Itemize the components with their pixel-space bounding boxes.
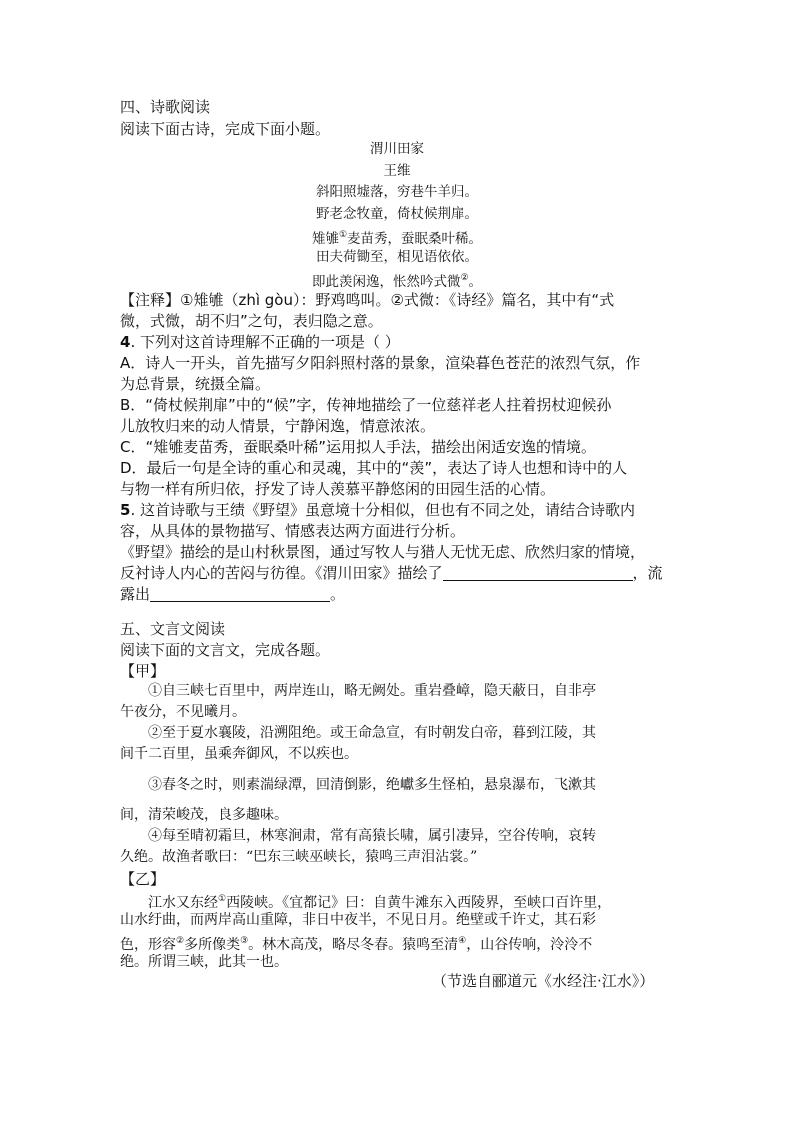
- q4-option-d-line1: D．最后一句是全诗的重心和灵魂，其中的“羡”，表达了诗人也想和诗中的人: [120, 459, 628, 477]
- question-5-line1: 5. 这首诗歌与王绩《野望》虽意境十分相似，但也有不同之处，请结合诗歌内: [120, 501, 635, 519]
- section4-instruction: 阅读下面古诗，完成下面小题。: [120, 120, 331, 138]
- question-number: 4: [120, 333, 131, 351]
- poem-line-3: 雉雊①麦苗秀，蚕眠桑叶稀。: [311, 230, 483, 247]
- section5-heading: 五、文言文阅读: [120, 620, 226, 638]
- footnote-marker: ④: [458, 936, 467, 946]
- poem-line-5: 即此羡闲逸，怅然吟式微②。: [311, 273, 483, 290]
- section4-heading: 四、诗歌阅读: [120, 98, 211, 116]
- yi-line1: 江水又东经①西陵峡。《宜都记》曰：自黄牛滩东入西陵界，至峡口百许里，: [148, 894, 612, 911]
- poem-line-4: 田夫荷锄至，相见语依依。: [316, 249, 478, 265]
- answer-blank-2[interactable]: [150, 585, 330, 602]
- source-citation: （节选自郦道元《水经注·江水》）: [432, 972, 655, 990]
- section5-instruction: 阅读下面的文言文，完成各题。: [120, 641, 331, 659]
- jia-paragraph-2-line1: ②至于夏水襄陵，沿溯阻绝。或王命急宣，有时朝发白帝，暮到江陵，其: [148, 725, 596, 741]
- passage-yi-label: 【乙】: [120, 870, 166, 888]
- footnote-marker: ①: [218, 894, 227, 904]
- jia-paragraph-3-line1: ③春冬之时，则素湍绿潭，回清倒影，绝巘多生怪柏，悬泉瀑布，飞漱其: [148, 777, 596, 793]
- poem-line-1: 斜阳照墟落，穷巷牛羊归。: [316, 184, 478, 200]
- yi-line3: 色，形容②多所像类③。林木高茂，略尽冬春。猿鸣至清④，山谷传响，泠泠不: [120, 936, 593, 953]
- jia-paragraph-1-line2: 午夜分，不见曦月。: [120, 704, 246, 720]
- poem-author: 王维: [383, 163, 411, 179]
- footnote-marker: ①: [338, 230, 348, 240]
- q4-option-a-line2: 为总背景，统摄全篇。: [120, 375, 271, 393]
- note-line-1: 【注释】①雉雊（zhì gòu）：野鸡鸣叫。②式微：《诗经》篇名，其中有“式: [120, 291, 615, 309]
- answer-blank-1[interactable]: [443, 564, 633, 581]
- jia-paragraph-3-line2: 间，清荣峻茂，良多趣味。: [120, 807, 288, 823]
- yi-line4: 绝。所谓三峡，此其一也。: [120, 954, 288, 970]
- jia-paragraph-4-line1: ④每至晴初霜旦，林寒涧肃，常有高猿长啸，属引凄异，空谷传响，哀转: [148, 828, 596, 844]
- q5-answer-line1: 《野望》描绘的是山村秋景图，通过写牧人与猎人无忧无虑、欣然归家的情境，: [120, 543, 646, 561]
- jia-paragraph-2-line2: 间千二百里，虽乘奔御风，不以疾也。: [120, 746, 358, 762]
- footnote-marker: ③: [240, 936, 249, 946]
- passage-jia-label: 【甲】: [120, 662, 166, 680]
- question-number: 5: [120, 501, 131, 519]
- q4-option-a-line1: A．诗人一开头，首先描写夕阳斜照村落的景象，渲染暮色苍茫的浓烈气氛，作: [120, 354, 641, 372]
- poem-title: 渭川田家: [370, 141, 424, 157]
- q4-option-d-line2: 与物一样有所归依，抒发了诗人羡慕平静悠闲的田园生活的心情。: [120, 480, 556, 498]
- jia-paragraph-1-line1: ①自三峡七百里中，两岸连山，略无阙处。重岩叠嶂，隐天蔽日，自非亭: [148, 683, 596, 699]
- footnote-marker: ②: [460, 273, 469, 283]
- q4-option-c: C．“雉雊麦苗秀，蚕眠桑叶稀”运用拟人手法，描绘出闲适安逸的情境。: [120, 438, 597, 456]
- poem-line-2: 野老念牧童，倚杖候荆扉。: [316, 206, 478, 222]
- q5-answer-line3: 露出 。: [120, 585, 346, 603]
- question-4: 4. 下列对这首诗理解不正确的一项是（ ）: [120, 333, 400, 351]
- yi-line2: 山水纡曲，而两岸高山重障，非日中夜半，不见日月。绝壁或千许丈，其石彩: [120, 912, 596, 928]
- q5-answer-line2: 反衬诗人内心的苦闷与彷徨。《渭川田家》描绘了 ，流: [120, 564, 663, 582]
- question-5-line2: 容，从具体的景物描写、情感表达两方面进行分析。: [120, 522, 466, 540]
- q4-option-b-line1: B．“倚杖候荆扉”中的“候”字，传神地描绘了一位慈祥老人拄着拐杖迎候孙: [120, 396, 612, 414]
- footnote-marker: ②: [176, 936, 185, 946]
- note-line-2: 微，式微，胡不归”之句，表归隐之意。: [120, 312, 383, 330]
- jia-paragraph-4-line2: 久绝。故渔者歌曰：“巴东三峡巫峡长，猿鸣三声泪沾裳。”: [120, 849, 478, 865]
- q4-option-b-line2: 儿放牧归来的动人情景，宁静闲逸，情意浓浓。: [120, 417, 436, 435]
